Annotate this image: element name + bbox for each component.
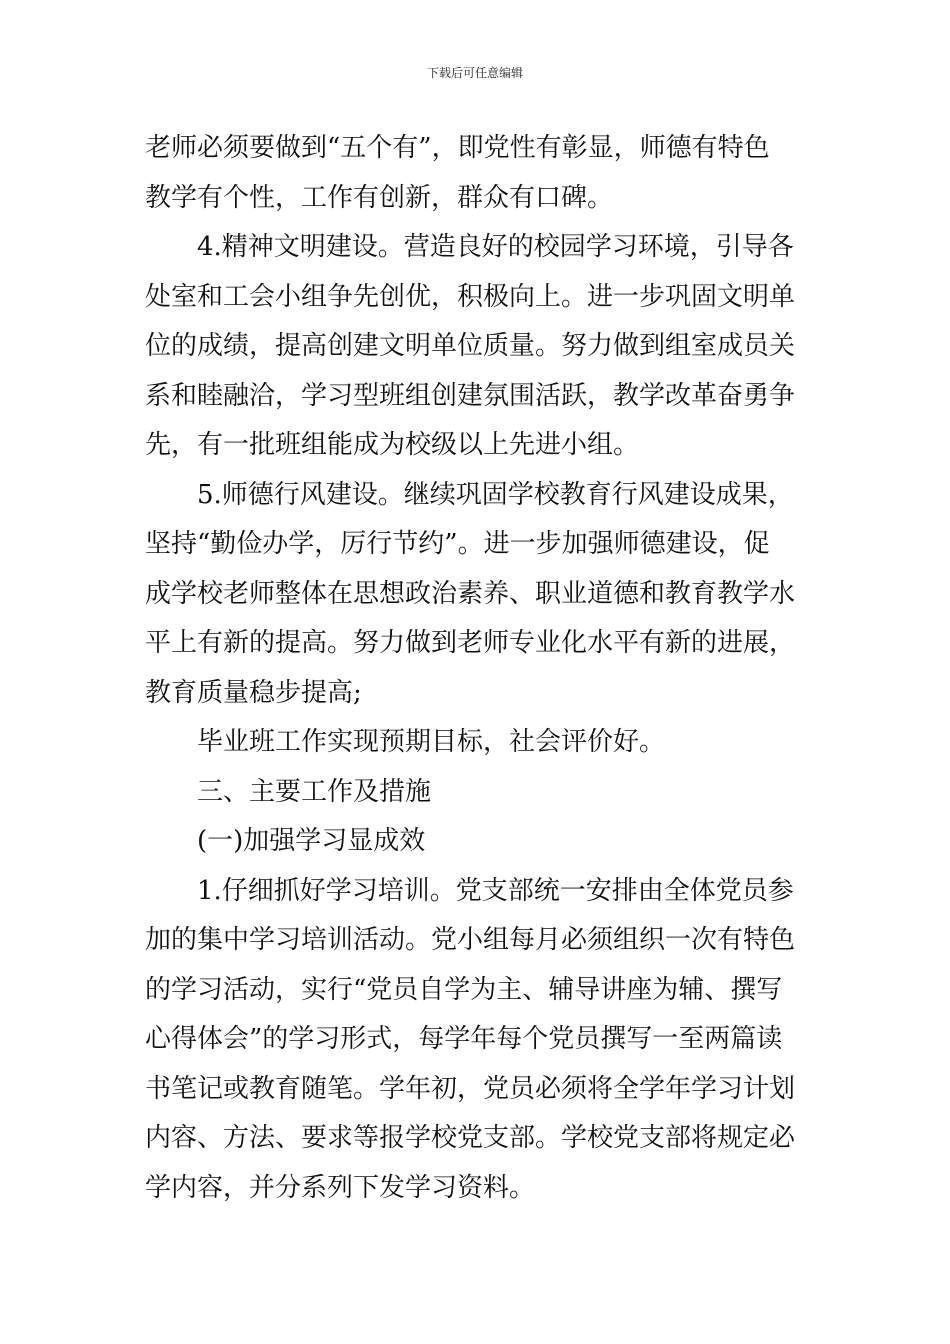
text-line: 坚持“勤俭办学，厉行节约”。进一步加强师德建设，促	[145, 529, 770, 559]
page-header: 下载后可任意编辑	[426, 66, 523, 80]
text-line: 的学习活动，实行“党员自学为主、辅导讲座为辅、撰写	[145, 974, 783, 1005]
text-line: 位的成绩，提高创建文明单位质量。努力做到组室成员关	[145, 331, 796, 361]
text-line: 1.仔细抓好学习培训。党支部统一安排由全体党员参	[197, 875, 794, 906]
text-line: 处室和工会小组争先创优，积极向上。进一步巩固文明单	[145, 281, 796, 312]
text-line: 加的集中学习培训活动。党小组每月必须组织一次有特色	[145, 925, 796, 955]
document-body	[145, 124, 815, 1213]
text-line: 教育质量稳步提高;	[145, 677, 362, 708]
text-line: 老师必须要做到“五个有”，即党性有彰显，师德有特色	[145, 133, 770, 163]
text-line: 书笔记或教育随笔。学年初，党员必须将全学年学习计划	[145, 1073, 796, 1104]
text-line: 心得体会”的学习形式，每学年每个党员撰写一至两篇读	[145, 1024, 783, 1054]
text-line: 成学校老师整体在思想政治素养、职业道德和教育教学水	[145, 578, 796, 609]
text-line: 内容、方法、要求等报学校党支部。学校党支部将规定必	[145, 1123, 796, 1153]
text-line: 毕业班工作实现预期目标，社会评价好。	[197, 727, 666, 757]
text-line: 平上有新的提高。努力做到老师专业化水平有新的进展，	[145, 628, 796, 658]
text-line: 系和睦融洽，学习型班组创建氛围活跃，教学改革奋勇争	[145, 380, 796, 411]
subsection-heading: (一)加强学习显成效	[197, 826, 426, 856]
section-heading: 三、主要工作及措施	[197, 776, 432, 807]
text-line: 学内容，并分系列下发学习资料。	[145, 1172, 536, 1203]
text-line: 教学有个性，工作有创新，群众有口碑。	[145, 182, 614, 213]
text-line: 5.师德行风建设。继续巩固学校教育行风建设成果，	[197, 479, 794, 510]
text-line: 先，有一批班组能成为校级以上先进小组。	[145, 430, 640, 460]
text-line: 4.精神文明建设。营造良好的校园学习环境，引导各	[197, 232, 794, 262]
